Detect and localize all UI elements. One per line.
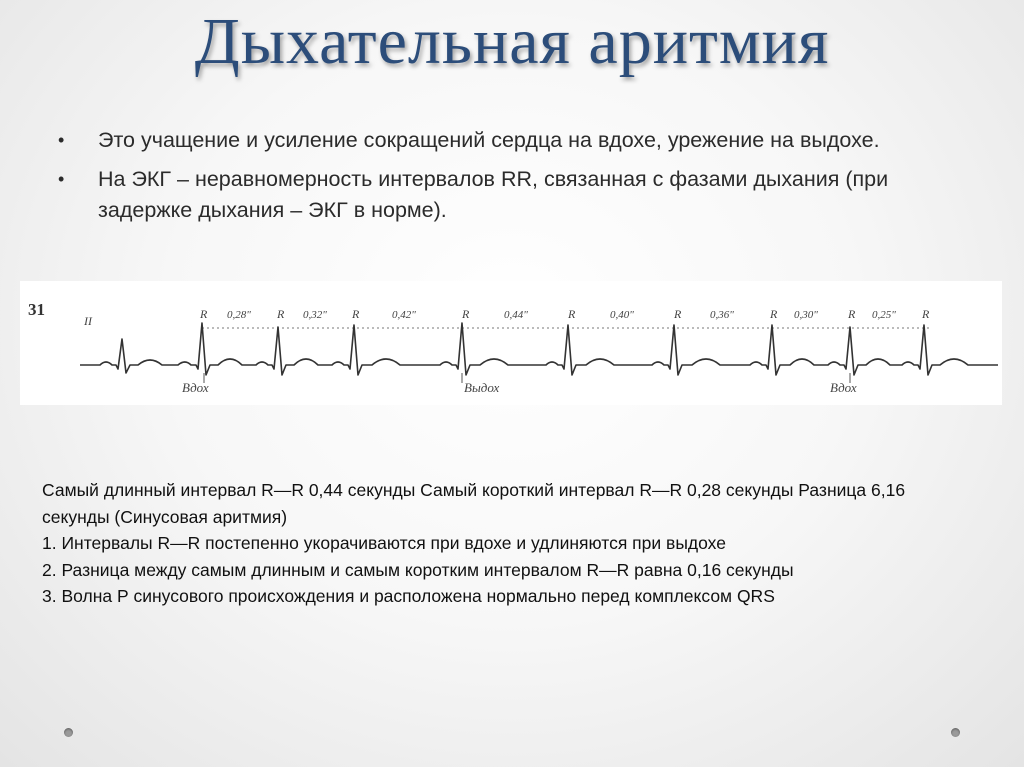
r-label: R	[568, 307, 576, 321]
r-label: R	[200, 307, 208, 321]
rr-interval-value: 0,44"	[504, 309, 528, 321]
bullet-item	[58, 164, 958, 226]
rr-interval-value: 0,40"	[610, 309, 634, 321]
lead-label: II	[84, 314, 92, 328]
phase-label-exhale: Выдох	[464, 380, 500, 395]
rr-interval-value: 0,36"	[710, 309, 734, 321]
slide-title: Дыхательная аритмия	[194, 5, 830, 78]
note-paragraph: 2. Разница между самым длинным и самым коротким интервалом R—R равна 0,16 секунды	[42, 559, 794, 580]
explanation-notes	[42, 477, 972, 610]
pin-right-icon	[951, 728, 960, 737]
note-paragraph: 1. Интервалы R—R постепенно укорачиваются при вдохе и удлиняются при выдохе	[42, 533, 726, 553]
bullet-dot-icon: •	[58, 130, 65, 150]
figure-number: 31	[28, 300, 45, 319]
bullet-text: Это учащение и усиление сокращений сердца на вдохе, урежение на выдохе.	[98, 128, 880, 152]
r-label: R	[352, 307, 360, 321]
r-label: R	[848, 307, 856, 321]
note-paragraph: 3. Волна Р синусового происхождения и расположена нормально перед комплексом QRS	[42, 586, 775, 606]
rr-interval-value: 0,32"	[303, 309, 327, 321]
ecg-trace	[80, 323, 998, 375]
bullet-text: На ЭКГ – неравномерность интервалов RR, связанная с фазами дыхания (при задержке дыхания – ЭКГ в норме).	[98, 167, 889, 222]
r-label: R	[922, 307, 930, 321]
phase-label-inhale: Вдох	[182, 380, 209, 395]
phase-label-inhale-2: Вдох	[830, 380, 857, 395]
rr-interval-value: 0,28"	[227, 309, 251, 321]
note-paragraph: Самый длинный интервал R—R 0,44 секунды Самый короткий интервал R—R 0,28 секунды Разница 6,16 секунды (Синусовая аритмия)	[42, 480, 906, 527]
bullet-list	[58, 125, 958, 234]
ecg-drawing	[20, 281, 1002, 405]
bullet-dot-icon: •	[58, 169, 65, 189]
ecg-strip	[20, 281, 1002, 405]
r-label: R	[674, 307, 682, 321]
rr-interval-value: 0,42"	[392, 309, 416, 321]
r-label: R	[277, 307, 285, 321]
bullet-item	[58, 125, 958, 156]
r-label: R	[462, 307, 470, 321]
r-label: R	[770, 307, 778, 321]
rr-interval-value: 0,30"	[794, 309, 818, 321]
rr-interval-value: 0,25"	[872, 309, 896, 321]
pin-left-icon	[64, 728, 73, 737]
